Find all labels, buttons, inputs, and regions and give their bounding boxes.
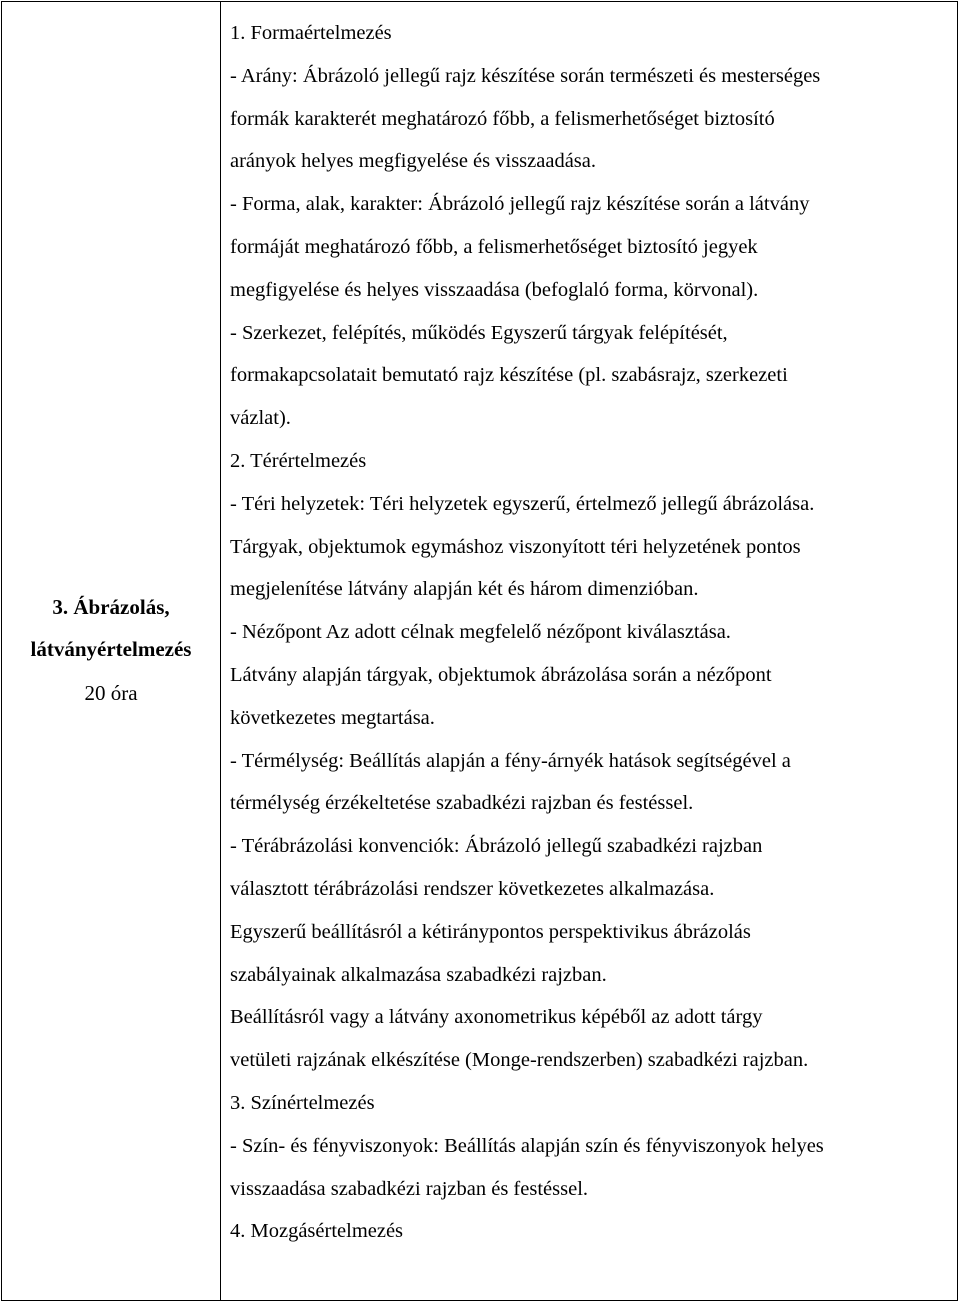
content-line: Beállításról vagy a látvány axonometrikus képéből az adott tárgy	[230, 1006, 763, 1029]
content-line: arányok helyes megfigyelése és visszaadása.	[230, 150, 597, 173]
content-line: 2. Térértelmezés	[230, 449, 367, 472]
table-row	[2, 2, 958, 1301]
content-line: formák karakterét meghatározó főbb, a felismerhetőséget biztosító	[230, 107, 775, 130]
topic-title-line-1: 3. Ábrázolás,	[52, 595, 170, 619]
content-line: - Szín- és fényviszonyok: Beállítás alapján szín és fényviszonyok helyes	[230, 1134, 824, 1157]
topic-title-line-2: látványértelmezés	[30, 637, 192, 661]
content-line: szabályainak alkalmazása szabadkézi rajzban.	[230, 963, 607, 986]
content-line: választott térábrázolási rendszer következetes alkalmazása.	[230, 877, 715, 900]
content-line: - Forma, alak, karakter: Ábrázoló jellegű rajz készítése során a látvány	[230, 193, 810, 216]
content-line: formáját meghatározó főbb, a felismerhetőséget biztosító jegyek	[230, 235, 758, 258]
content-cell	[221, 2, 958, 1301]
content-line: vetületi rajzának elkészítése (Monge-rendszerben) szabadkézi rajzban.	[230, 1049, 809, 1072]
content-line: Látvány alapján tárgyak, objektumok ábrázolása során a nézőpont	[230, 663, 772, 686]
content-line: Tárgyak, objektumok egymáshoz viszonyított téri helyzetének pontos	[230, 535, 801, 558]
content-line: - Térábrázolási konvenciók: Ábrázoló jellegű szabadkézi rajzban	[230, 835, 763, 858]
content-line: - Nézőpont Az adott célnak megfelelő nézőpont kiválasztása.	[230, 621, 731, 644]
content-line: vázlat).	[230, 407, 291, 430]
syllabus-table	[1, 1, 958, 1301]
content-line: megfigyelése és helyes visszaadása (befoglaló forma, körvonal).	[230, 278, 759, 301]
topic-hours: 20 óra	[84, 681, 138, 705]
content-line: - Térmélység: Beállítás alapján a fény-árnyék hatások segítségével a	[230, 749, 791, 772]
content-line: 1. Formaértelmezés	[230, 22, 392, 44]
content-line: - Téri helyzetek: Téri helyzetek egyszerű, értelmező jellegű ábrázolása.	[230, 492, 815, 515]
content-line: megjelenítése látvány alapján két és három dimenzióban.	[230, 578, 699, 601]
content-line: 4. Mozgásértelmezés	[230, 1220, 404, 1243]
topic-cell	[2, 2, 221, 1301]
content-line: térmélység érzékeltetése szabadkézi rajzban és festéssel.	[230, 792, 694, 815]
content-line: - Arány: Ábrázoló jellegű rajz készítése során természeti és mesterséges	[230, 64, 821, 87]
content-line: 3. Színértelmezés	[230, 1091, 375, 1114]
content-line: visszaadása szabadkézi rajzban és festéssel.	[230, 1177, 589, 1200]
content-line: - Szerkezet, felépítés, működés Egyszerű tárgyak felépítését,	[230, 321, 728, 344]
content-line: következetes megtartása.	[230, 706, 435, 729]
content-line: formakapcsolatait bemutató rajz készítése (pl. szabásrajz, szerkezeti	[230, 364, 788, 387]
content-line: Egyszerű beállításról a kétiránypontos perspektivikus ábrázolás	[230, 920, 751, 943]
